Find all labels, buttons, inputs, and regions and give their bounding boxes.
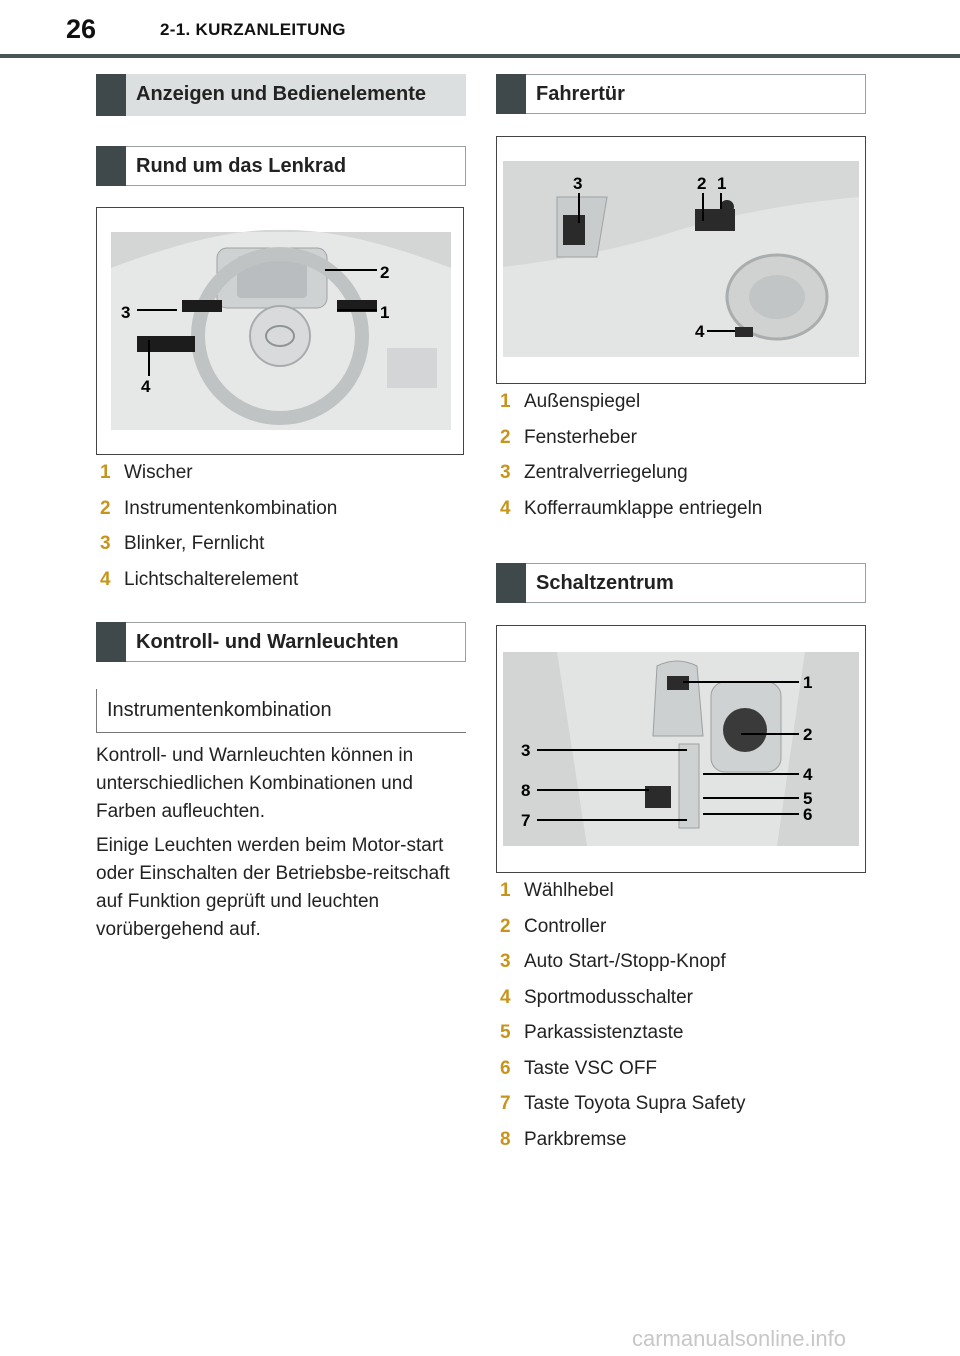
console-legend [496, 880, 866, 1164]
section-marker [496, 74, 526, 114]
list-item: 3 Auto Start-/Stopp-Knopf [500, 951, 726, 972]
section-title-text: Rund um das Lenkrad [136, 155, 347, 177]
section-title-door [496, 74, 866, 114]
steering-wheel-illustration [97, 208, 463, 454]
callout-1: 1 [803, 673, 813, 692]
list-item: 4 Sportmodusschalter [500, 986, 693, 1008]
callout-4: 4 [141, 377, 151, 396]
callout-4: 4 [803, 765, 813, 784]
list-item: 4 Lichtschalterelement [100, 568, 299, 590]
list-item: 4 Kofferraumklappe entriegeln [500, 497, 763, 519]
list-item: 3 Blinker, Fernlicht [100, 533, 265, 554]
callout-1: 1 [380, 303, 390, 322]
center-console-illustration [497, 626, 865, 872]
door-figure [496, 136, 866, 384]
callout-5: 5 [803, 789, 813, 808]
callout-8: 8 [521, 781, 531, 800]
paragraph: Kontroll- und Warnleuchten können in unterschiedlichen Kombinationen und Farben aufleuchten. [96, 745, 414, 822]
console-figure [496, 625, 866, 873]
list-item: 8 Parkbremse [500, 1128, 627, 1150]
paragraph: Einige Leuchten werden beim Motor-start oder Einschalten der Betriebsbe-reitschaft auf Funktion geprüft und leuchten vorübergehend auf. [96, 835, 450, 940]
subsection-title-cluster: Instrumentenkombination [96, 689, 466, 733]
watermark: carmanualsonline.info [632, 1326, 847, 1351]
list-item: 1 Außenspiegel [500, 391, 641, 412]
callout-7: 7 [521, 811, 531, 830]
chapter-title: 2-1. KURZANLEITUNG [160, 20, 346, 39]
section-marker [96, 146, 126, 186]
section-marker [96, 74, 126, 116]
callout-2: 2 [803, 725, 813, 744]
callout-6: 6 [803, 805, 813, 824]
callout-3: 3 [121, 303, 131, 322]
list-item: 2 Controller [500, 915, 607, 937]
section-title-text: Schaltzentrum [536, 572, 674, 594]
page-number: 26 [66, 14, 97, 44]
section-title-text: Fahrertür [536, 83, 625, 105]
section-marker [496, 563, 526, 603]
list-item: 7 Taste Toyota Supra Safety [500, 1093, 746, 1114]
callout-2: 2 [380, 263, 390, 282]
right-column [496, 74, 866, 1164]
list-item: 1 Wählhebel [500, 880, 614, 901]
callout-4: 4 [695, 322, 705, 341]
callout-3: 3 [521, 741, 531, 760]
list-item: 2 Instrumentenkombination [100, 497, 338, 519]
left-column [96, 74, 466, 944]
section-title-warnings [96, 622, 466, 662]
callout-2: 2 [697, 174, 707, 193]
list-item: 1 Wischer [100, 462, 193, 483]
steering-legend [96, 462, 466, 604]
list-item: 6 Taste VSC OFF [500, 1057, 658, 1079]
list-item: 2 Fensterheber [500, 426, 638, 448]
list-item: 3 Zentralverriegelung [500, 462, 688, 483]
steering-wheel-figure [96, 207, 464, 455]
section-title-text: Anzeigen und Bedienelemente [136, 83, 427, 105]
header-rule [0, 54, 960, 58]
section-title-text: Kontroll- und Warnleuchten [136, 631, 399, 653]
section-title-steering [96, 146, 466, 186]
section-title-console [496, 563, 866, 603]
door-panel-illustration [497, 137, 865, 383]
callout-1: 1 [717, 174, 727, 193]
door-legend [496, 391, 866, 533]
callout-3: 3 [573, 174, 583, 193]
section-marker [96, 622, 126, 662]
list-item: 5 Parkassistenztaste [500, 1022, 684, 1043]
page-header [0, 0, 960, 60]
section-title-controls [96, 74, 466, 116]
